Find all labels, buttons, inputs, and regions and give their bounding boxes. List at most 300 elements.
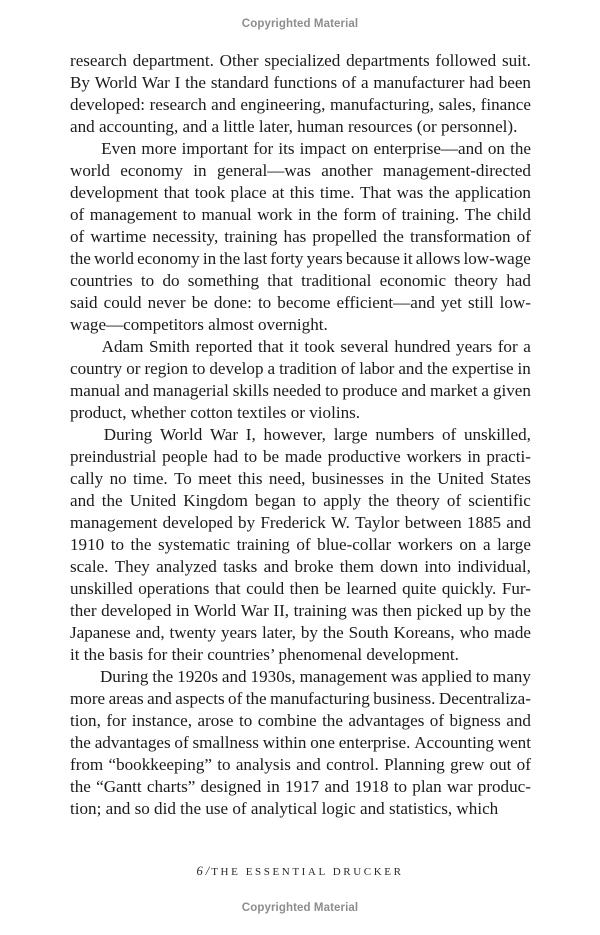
text-line [70, 72, 531, 94]
text-line: it the basis for their countries’ phenomenal development. [70, 645, 459, 664]
word: important [181, 139, 249, 158]
word: and [506, 513, 531, 532]
word: functions [273, 73, 338, 92]
word: become [277, 293, 331, 312]
word: that [258, 337, 284, 356]
word: Taylor [355, 513, 400, 532]
word: another [321, 161, 373, 180]
word: place [230, 183, 267, 202]
word: one [310, 733, 335, 752]
word: reported [195, 337, 253, 356]
word: produc- [477, 777, 531, 796]
word: up [466, 601, 484, 620]
word: quickly. [441, 579, 497, 598]
word: in [467, 447, 481, 466]
word: training [293, 601, 347, 620]
word: yet [440, 293, 462, 312]
word: years [220, 623, 258, 642]
word: Fur- [501, 579, 531, 598]
word: Accounting [414, 733, 494, 752]
word: departments [346, 51, 430, 70]
word: instance, [131, 711, 192, 730]
word: and [401, 381, 427, 400]
word: During [103, 425, 153, 444]
word: finance [480, 95, 531, 114]
word: South [348, 623, 389, 642]
word: operations [138, 579, 210, 598]
word: them [339, 557, 374, 576]
text-line [70, 688, 531, 710]
word: manual [201, 205, 252, 224]
word: training. [401, 205, 460, 224]
word: into [424, 557, 452, 576]
word: analysis [235, 755, 291, 774]
word: went [497, 733, 531, 752]
word: engineering, [240, 95, 326, 114]
word: need, [268, 469, 306, 488]
word: people [162, 447, 208, 466]
paragraph [70, 424, 531, 666]
word: out [489, 755, 512, 774]
text-line [70, 776, 531, 798]
word: businesses [311, 469, 384, 488]
paragraph [70, 50, 531, 138]
word: large [333, 425, 368, 444]
text-line [70, 622, 531, 644]
word: arose [197, 711, 234, 730]
word: blue-collar [317, 535, 392, 554]
word: grew [450, 755, 485, 774]
word: Frederick [260, 513, 326, 532]
word: do [162, 271, 180, 290]
text-line [70, 94, 531, 116]
word: combine [257, 711, 317, 730]
word: who [459, 623, 490, 642]
word: took [304, 337, 335, 356]
word: department. [132, 51, 214, 70]
word: World [193, 601, 237, 620]
word: this [289, 183, 315, 202]
text-line [70, 292, 531, 314]
word: of [446, 491, 462, 510]
word: down [380, 557, 419, 576]
word: in [202, 249, 217, 268]
word: To [174, 469, 192, 488]
word: to [257, 293, 272, 312]
word: advantages [348, 711, 425, 730]
word: meet [198, 469, 232, 488]
word: wartime [90, 227, 147, 246]
word: for [497, 337, 518, 356]
word: quite [402, 579, 437, 598]
word: to [475, 667, 489, 686]
word: hundred [394, 337, 451, 356]
word: During [99, 667, 149, 686]
word: “bookkeeping” [108, 755, 212, 774]
word: War [240, 601, 269, 620]
word: the [245, 689, 267, 708]
word: on [351, 139, 369, 158]
word: economic [379, 271, 447, 290]
word: of [516, 755, 531, 774]
word: later, [261, 623, 296, 642]
word: the [409, 469, 431, 488]
word: be [324, 579, 341, 598]
word: By [70, 73, 90, 92]
word: training [236, 535, 290, 554]
word: of [174, 733, 189, 752]
word: plan [412, 777, 442, 796]
word: practi- [486, 447, 531, 466]
word: the [322, 623, 344, 642]
word: control. [326, 755, 379, 774]
word: managerial [152, 381, 229, 400]
word: analyzed [156, 557, 217, 576]
word: economy [120, 161, 183, 180]
word: World [94, 73, 138, 92]
word: “Gantt [96, 777, 142, 796]
word: something [187, 271, 259, 290]
text-line [70, 600, 531, 622]
word: of [340, 359, 356, 378]
word: to [192, 359, 206, 378]
word: systematic [157, 535, 231, 554]
word: been [498, 73, 531, 92]
word: the [383, 227, 404, 246]
word: the [70, 733, 91, 752]
word: Adam [101, 337, 144, 356]
word: could [246, 579, 285, 598]
paragraph-indent [70, 336, 96, 358]
word: necessity, [152, 227, 219, 246]
word: I, [245, 425, 256, 444]
word: I [174, 73, 181, 92]
word: of [341, 73, 357, 92]
word: the [368, 491, 390, 510]
word: individual, [457, 557, 531, 576]
word: the [70, 777, 91, 796]
word: the [70, 249, 91, 268]
word: research [149, 95, 207, 114]
word: general—was [216, 161, 311, 180]
word: and [221, 667, 247, 686]
word: theory [396, 491, 440, 510]
word: of [228, 689, 243, 708]
word: low- [499, 293, 531, 312]
word: the [428, 183, 450, 202]
word: the [101, 491, 123, 510]
word: to [182, 205, 196, 224]
word: this [237, 469, 263, 488]
word: ther [70, 601, 97, 620]
word: Planning [384, 755, 445, 774]
word: followed [435, 51, 497, 70]
word: that [267, 271, 293, 290]
word: areas [108, 689, 144, 708]
text-line [70, 358, 531, 380]
word: to [393, 777, 408, 796]
word: States [490, 469, 531, 488]
word: then [289, 579, 320, 598]
word: more [141, 139, 177, 158]
word: it [403, 249, 413, 268]
text-line [70, 138, 531, 160]
word: in [175, 601, 190, 620]
paragraph-indent [70, 424, 96, 446]
word: a [523, 337, 531, 356]
word: form [343, 205, 377, 224]
word: for [106, 711, 127, 730]
word: the [152, 667, 174, 686]
word: world [94, 249, 134, 268]
word: the [316, 205, 338, 224]
word: unskilled [70, 579, 133, 598]
word: training [224, 227, 278, 246]
text-line [70, 160, 531, 182]
word: Even [101, 139, 137, 158]
paragraph [70, 666, 531, 820]
word: took [194, 183, 226, 202]
word: however, [263, 425, 326, 444]
word: world [70, 161, 110, 180]
word: large [497, 535, 531, 554]
word: management [70, 513, 158, 532]
paragraph-indent [70, 138, 96, 160]
word: management-directed [382, 161, 531, 180]
text-line [70, 182, 531, 204]
running-foot-separator: / [205, 864, 210, 878]
word: propelled [312, 227, 377, 246]
word: The [464, 205, 492, 224]
word: of [70, 205, 85, 224]
word: the [322, 711, 343, 730]
word: Decentraliza- [438, 689, 531, 708]
word: had [213, 447, 239, 466]
word: between [404, 513, 462, 532]
word: and [263, 557, 289, 576]
page-body-text [70, 50, 531, 820]
word: because [345, 249, 400, 268]
word: management [89, 205, 178, 224]
word: sales, [438, 95, 477, 114]
word: several [340, 337, 389, 356]
word: in [390, 469, 404, 488]
word: time. [319, 183, 355, 202]
word: work [257, 205, 293, 224]
word: low-wage [463, 249, 531, 268]
word: the [426, 359, 448, 378]
word: to [243, 447, 258, 466]
word: to [110, 535, 125, 554]
word: was [396, 183, 424, 202]
word: made [284, 447, 322, 466]
word: in [517, 359, 531, 378]
word: tasks [223, 557, 258, 576]
word: and, [135, 623, 165, 642]
word: still [467, 293, 494, 312]
paragraph [70, 138, 531, 336]
word: workers [406, 447, 462, 466]
word: They [114, 557, 150, 576]
running-foot [0, 864, 600, 879]
word: United [437, 469, 484, 488]
word: workers [397, 535, 453, 554]
word: and [324, 777, 350, 796]
word: began [254, 491, 296, 510]
word: then [382, 601, 412, 620]
word: research [70, 51, 127, 70]
word: tradition [279, 359, 337, 378]
word: was [351, 601, 378, 620]
word: 1920s [177, 667, 218, 686]
word: aspects [175, 689, 225, 708]
word: and [147, 689, 172, 708]
word: that [214, 579, 241, 598]
word: countries [70, 271, 133, 290]
word: productive [327, 447, 401, 466]
word: management [299, 667, 387, 686]
word: to [217, 755, 231, 774]
text-line [70, 666, 531, 688]
word: specialized [264, 51, 341, 70]
text-line [70, 556, 531, 578]
word: 1930s, [250, 667, 296, 686]
word: World [159, 425, 203, 444]
text-line [70, 380, 531, 402]
word: time. [133, 469, 168, 488]
text-line [70, 248, 531, 270]
word: war [446, 777, 473, 796]
word: traditional [301, 271, 372, 290]
paragraph [70, 336, 531, 424]
word: labor [359, 359, 395, 378]
text-line [70, 50, 531, 72]
word: theory [454, 271, 498, 290]
word: scientific [468, 491, 531, 510]
word: on [459, 535, 477, 554]
text-line [70, 468, 531, 490]
text-line: tion; and so did the use of analytical logic and statistics, which [70, 799, 499, 818]
text-line [70, 512, 531, 534]
word: and [124, 381, 149, 400]
text-line: wage—competitors almost overnight. [70, 315, 328, 334]
word: bigness [449, 711, 501, 730]
word: by [300, 623, 318, 642]
word: country [70, 359, 123, 378]
word: and [296, 755, 321, 774]
text-line [70, 336, 531, 358]
word: manufacturer [373, 73, 465, 92]
word: 1917 [285, 777, 320, 796]
word: efficient—and [336, 293, 435, 312]
word: in [266, 777, 280, 796]
word: and [211, 95, 236, 114]
word: the [130, 535, 152, 554]
word: to [302, 491, 317, 510]
word: a [360, 73, 369, 92]
word: many [492, 667, 531, 686]
word: region [144, 359, 189, 378]
word: developed [101, 601, 172, 620]
word: II, [273, 601, 290, 620]
word: had [506, 271, 531, 290]
word: of [516, 227, 531, 246]
text-line [70, 226, 531, 248]
word: in [193, 161, 207, 180]
word: developed [162, 513, 233, 532]
word: produce [342, 381, 398, 400]
word: never [147, 293, 186, 312]
word: last [243, 249, 268, 268]
word: enterprise—and [373, 139, 483, 158]
word: of [70, 227, 85, 246]
word: to [238, 711, 253, 730]
word: the [219, 249, 241, 268]
word: application [454, 183, 531, 202]
word: and [398, 359, 423, 378]
word: in [297, 205, 312, 224]
text-line: product, whether cotton textiles or violins. [70, 403, 361, 422]
text-line [70, 534, 531, 556]
word: a [482, 535, 491, 554]
word: of [381, 205, 397, 224]
word: applied [421, 667, 472, 686]
text-line [70, 424, 531, 446]
word: allows [415, 249, 461, 268]
word: was [390, 667, 418, 686]
text-line [70, 204, 531, 226]
word: expertise [451, 359, 514, 378]
word: Other [219, 51, 259, 70]
word: scale. [70, 557, 109, 576]
word: Smith [149, 337, 190, 356]
word: business. [373, 689, 436, 708]
copyright-watermark-bottom: Copyrighted Material [241, 902, 359, 914]
word: picked [416, 601, 463, 620]
word: to [140, 271, 155, 290]
text-line [70, 446, 531, 468]
text-line [70, 732, 531, 754]
word: made [493, 623, 531, 642]
word: develop [209, 359, 264, 378]
word: skills [232, 381, 269, 400]
text-line: and accounting, and a little later, human resources (or personnel). [70, 117, 518, 136]
word: it [289, 337, 299, 356]
word: forty [270, 249, 304, 268]
word: suit. [501, 51, 531, 70]
word: That [359, 183, 392, 202]
word: enterprise. [338, 733, 411, 752]
text-line [70, 578, 531, 600]
word: economy [137, 249, 200, 268]
word: of [441, 425, 457, 444]
word: to [325, 381, 339, 400]
word: said [70, 293, 98, 312]
word: by [238, 513, 256, 532]
word: War [141, 73, 170, 92]
word: could [103, 293, 142, 312]
word: unskilled, [463, 425, 531, 444]
word: impact [299, 139, 347, 158]
word: and [506, 711, 531, 730]
word: more [70, 689, 106, 708]
word: United [129, 491, 177, 510]
text-line [70, 490, 531, 512]
word: Japanese [70, 623, 131, 642]
word: W. [331, 513, 350, 532]
word: preindustrial [70, 447, 157, 466]
word: be [262, 447, 280, 466]
